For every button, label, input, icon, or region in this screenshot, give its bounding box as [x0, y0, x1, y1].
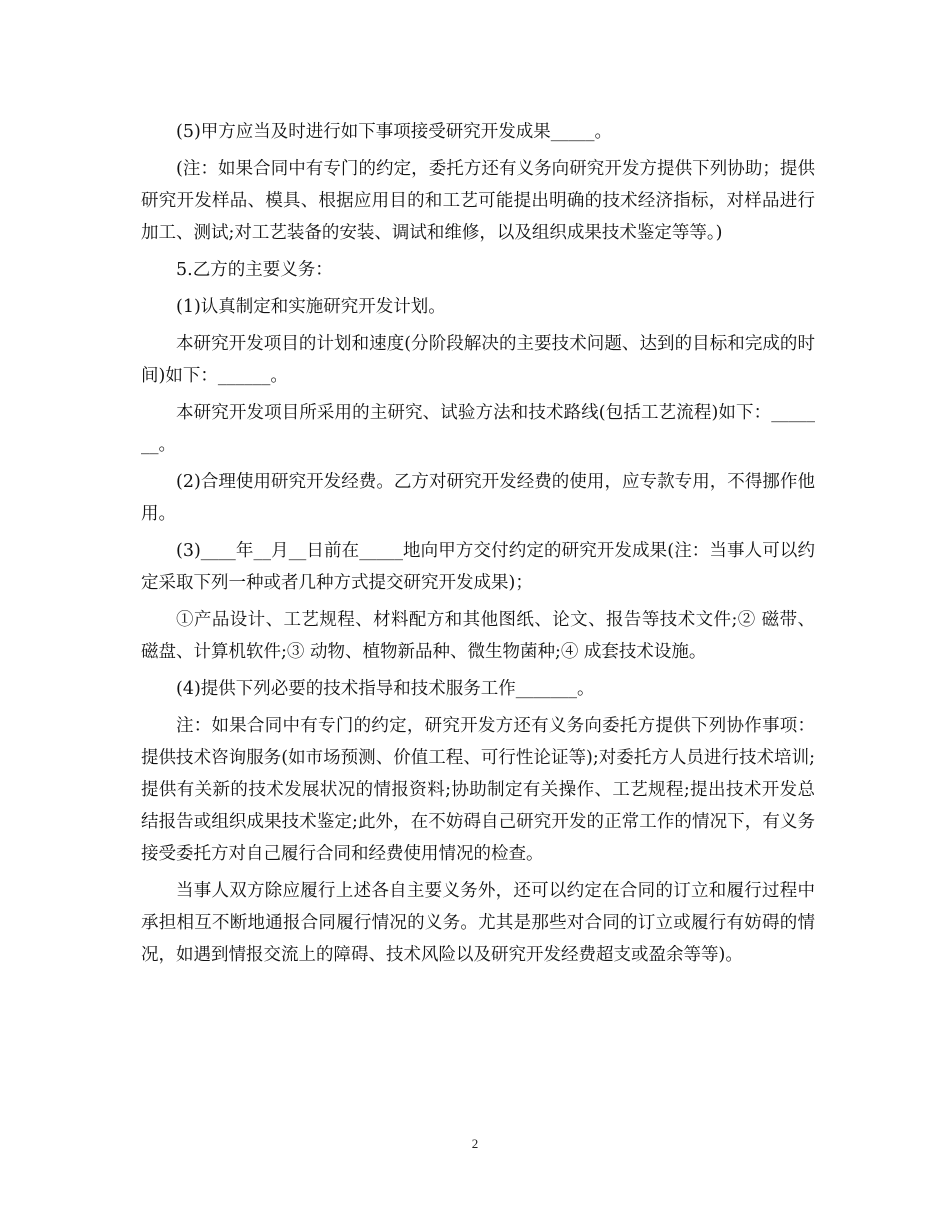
paragraph-delivery-deadline: (3)____年__月__日前在_____地向甲方交付约定的研究开发成果(注：当事人可以约定采取下列一种或者几种方式提交研究开发成果)； [141, 541, 815, 593]
paragraph-funding-use: (2)合理使用研究开发经费。乙方对研究开发经费的使用，应专款专用，不得挪作他用。 [141, 472, 815, 524]
paragraph-plan-schedule: 本研究开发项目的计划和速度(分阶段解决的主要技术问题、达到的目标和完成的时间)如下：______。 [141, 334, 815, 386]
paragraph-party-a-accept-results: (5)甲方应当及时进行如下事项接受研究开发成果_____。 [176, 122, 613, 142]
paragraph-plan-implementation: (1)认真制定和实施研究开发计划。 [176, 297, 446, 317]
paragraph-note-client-assistance: (注：如果合同中有专门的约定，委托方还有义务向研究开发方提供下列协助；提供研究开发样品、模具、根据应用目的和工艺可能提出明确的技术经济指标，对样品进行加工、测试;对工艺装备的安装、调试和维修，以及组织成果技术鉴定等等。) [141, 159, 815, 243]
page-number: 2 [471, 1136, 479, 1151]
paragraph-delivery-forms: ①产品设计、工艺规程、材料配方和其他图纸、论文、报告等技术文件;② 磁带、磁盘、计算机软件;③ 动物、植物新品种、微生物菌种;④ 成套技术设施。 [141, 610, 815, 662]
document-body [141, 116, 815, 976]
paragraph-technical-route: 本研究开发项目所采用的主研究、试验方法和技术路线(包括工艺流程)如下：_______。 [141, 403, 815, 455]
paragraph-technical-guidance: (4)提供下列必要的技术指导和技术服务工作_______。 [176, 679, 595, 699]
paragraph-note-developer-cooperation: 注：如果合同中有专门的约定，研究开发方还有义务向委托方提供下列协作事项：提供技术咨询服务(如市场预测、价值工程、可行性论证等);对委托方人员进行技术培训;提供有关新的技术发展状况的情报资料;协助制定有关操作、工艺规程;提出技术开发总结报告或组织成果技术鉴定;此外，在不妨碍自己研究开发的正常工作的情况下，有义务接受委托方对自己履行合同和经费使用情况的检查。 [141, 716, 815, 864]
paragraph-party-b-obligations-heading: 5.乙方的主要义务： [176, 260, 333, 280]
paragraph-mutual-notification: 当事人双方除应履行上述各自主要义务外，还可以约定在合同的订立和履行过程中承担相互不断地通报合同履行情况的义务。尤其是那些对合同的订立或履行有妨碍的情况，如遇到情报交流上的障碍、技术风险以及研究开发经费超支或盈余等等)。 [141, 881, 815, 965]
